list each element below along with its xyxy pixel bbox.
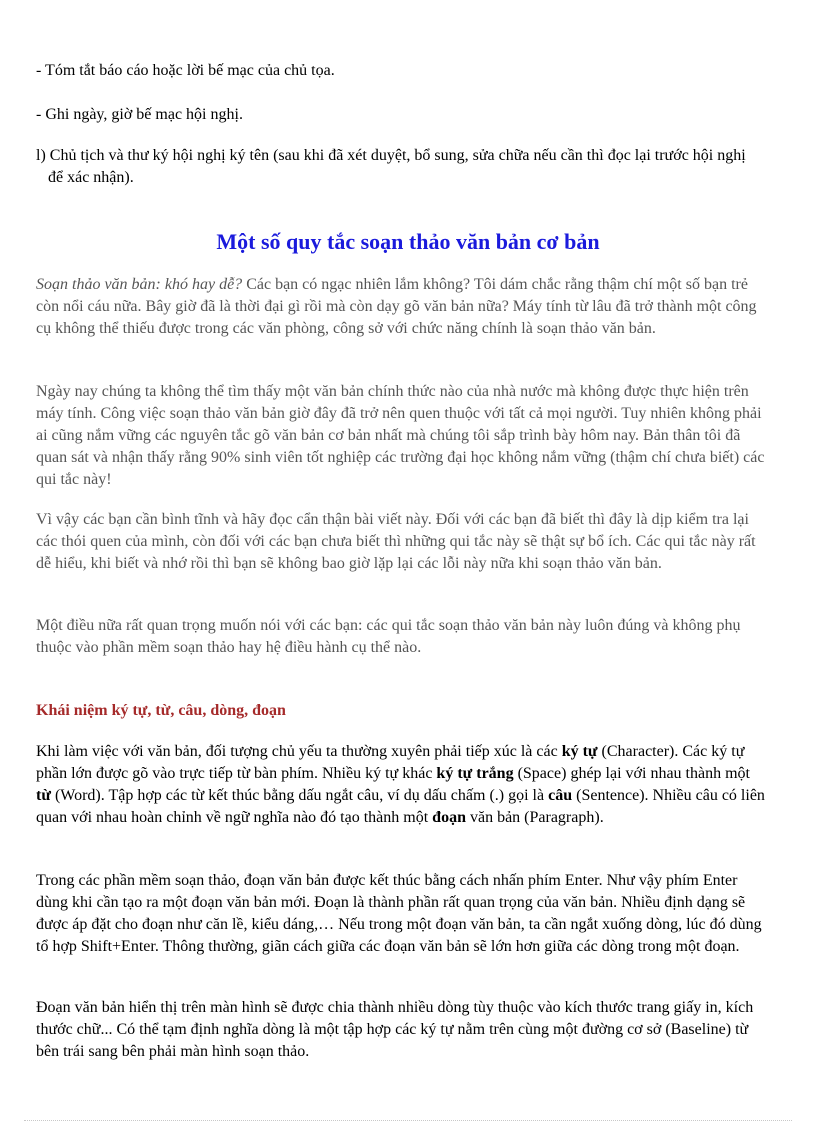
term-sentence: câu	[548, 787, 573, 804]
term-character: ký tự	[561, 743, 598, 760]
text-run: (Space) ghép lại với nhau thành một	[513, 765, 750, 782]
term-paragraph: đoạn	[432, 809, 466, 826]
text-run: (Word). Tập hợp các từ kết thúc bằng dấu ngắt câu, ví dụ dấu chấm (.) gọi là	[50, 787, 549, 804]
section-paragraph-2: Trong các phần mềm soạn thảo, đoạn văn bản được kết thúc bằng cách nhấn phím Enter. Như vậy phím Enter dùng khi cần tạo ra một đoạn văn bản mới. Đoạn là thành phần rất quan trọng của văn bản. Nhiều định dạng sẽ được áp đặt cho đoạn như căn lề, kiểu dáng,… Nếu trong một đoạn văn bản, ta cần ngắt xuống dòng, lúc đó dùng tổ hợp Shift+Enter. Thông thường, giãn cách giữa các đoạn văn bản sẽ lớn hơn giữa các dòng trong một đoạn.	[36, 872, 762, 955]
section-paragraph-3: Đoạn văn bản hiển thị trên màn hình sẽ được chia thành nhiều dòng tùy thuộc vào kích thước trang giấy in, kích thước chữ... Có thể tạm định nghĩa dòng là một tập hợp các ký tự nằm trên cùng một đường cơ sở (Baseline) từ bên trái sang bên phải màn hình soạn thảo.	[36, 999, 754, 1060]
intro-paragraph-1-text: Các bạn có ngạc nhiên lắm không? Tôi dám chắc rằng thậm chí một số bạn trẻ còn nổi cáu nữa. Bây giờ đã là thời đại gì rồi mà còn dạy gõ văn bản nữa? Máy tính từ lâu đã trở thành một công cụ không thể thiếu được trong các văn phòng, công sở với chức năng chính là soạn thảo văn bản.	[36, 276, 757, 337]
page-title: Một số quy tắc soạn thảo văn bản cơ bản	[216, 229, 600, 254]
text-run: (Character). Các ký tự phần lớn được gõ vào trực tiếp từ bàn phím. Nhiều ký tự khác	[36, 743, 745, 782]
intro-paragraph-3: Vì vậy các bạn cần bình tĩnh và hãy đọc cẩn thận bài viết này. Đối với các bạn đã biết thì đây là dịp kiểm tra lại các thói quen của mình, còn đối với các bạn chưa biết thì những qui tắc này sẽ thật sự bổ ích. Các qui tắc này rất dễ hiểu, khi biết và nhớ rồi thì bạn sẽ không bao giờ lặp lại các lỗi này nữa khi soạn thảo văn bản.	[36, 511, 756, 572]
intro-lead-question: Soạn thảo văn bản: khó hay dễ?	[36, 276, 243, 293]
text-run: (Sentence). Nhiều câu có liên quan với nhau hoàn chỉnh về ngữ nghĩa nào đó tạo thành một	[36, 787, 765, 826]
intro-paragraph-4: Một điều nữa rất quan trọng muốn nói với các bạn: các qui tắc soạn thảo văn bản này luôn đúng và không phụ thuộc vào phần mềm soạn thảo hay hệ điều hành cụ thể nào.	[36, 617, 741, 656]
term-word: từ	[36, 787, 51, 804]
intro-paragraph-1	[36, 274, 766, 340]
list-item-summary: - Tóm tắt báo cáo hoặc lời bế mạc của chủ tọa.	[36, 62, 335, 79]
list-item-signatures: l) Chủ tịch và thư ký hội nghị ký tên (sau khi đã xét duyệt, bổ sung, sửa chữa nếu cần thì đọc lại trước hội nghị để xác nhận).	[36, 147, 746, 186]
page-bottom-divider	[24, 1120, 792, 1121]
text-run: Khi làm việc với văn bản, đối tượng chủ yếu ta thường xuyên phải tiếp xúc là các	[36, 743, 562, 760]
text-run: văn bản (Paragraph).	[465, 809, 604, 826]
section-heading: Khái niệm ký tự, từ, câu, dòng, đoạn	[36, 702, 286, 719]
section-paragraph-1	[36, 741, 766, 829]
term-space: ký tự trắng	[436, 765, 514, 782]
list-item-closing-time: - Ghi ngày, giờ bế mạc hội nghị.	[36, 106, 243, 123]
intro-paragraph-2: Ngày nay chúng ta không thể tìm thấy một văn bản chính thức nào của nhà nước mà không được thực hiện trên máy tính. Công việc soạn thảo văn bản giờ đây đã trở nên quen thuộc với tất cả mọi người. Tuy nhiên không phải ai cũng nắm vững các nguyên tắc gõ văn bản cơ bản nhất mà chúng tôi sắp trình bày hôm nay. Bản thân tôi đã quan sát và nhận thấy rằng 90% sinh viên tốt nghiệp các trường đại học không nắm vững (thậm chí chưa biết) các qui tắc này!	[36, 383, 765, 488]
